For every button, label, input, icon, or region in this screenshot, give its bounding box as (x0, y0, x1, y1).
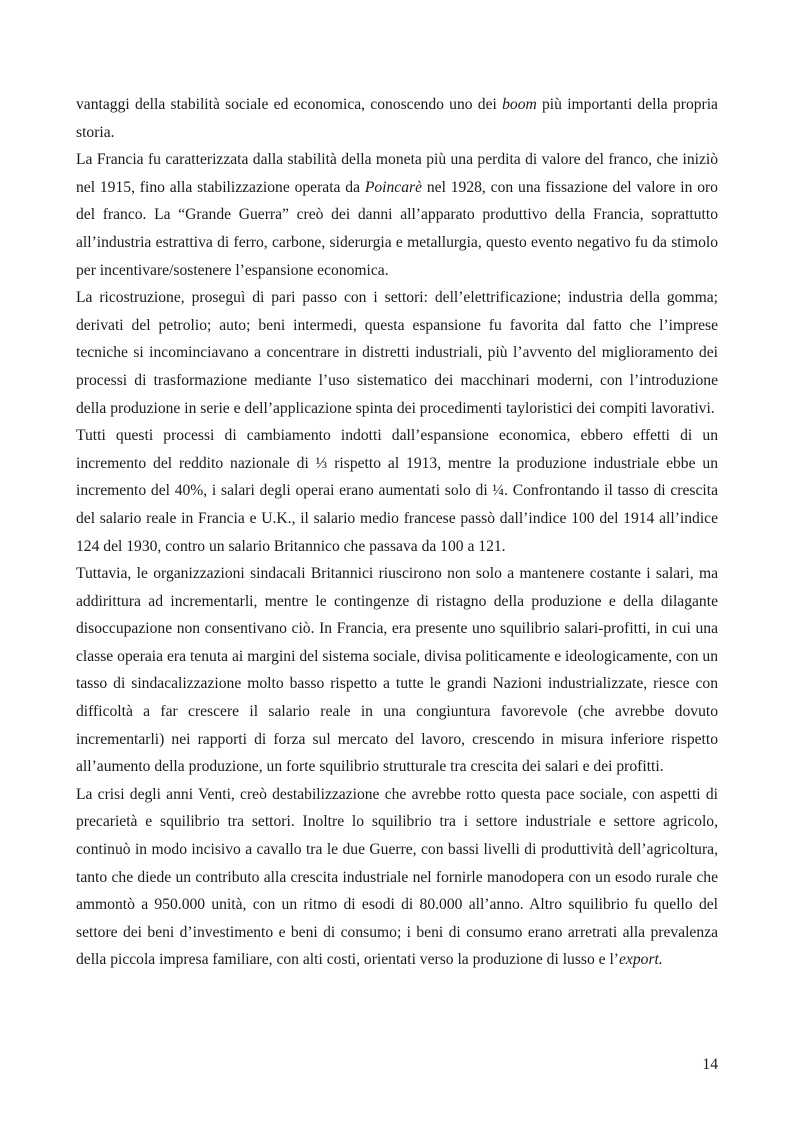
paragraph (76, 560, 718, 781)
paragraph (76, 91, 718, 146)
italic-term: export. (619, 951, 663, 969)
page-number: 14 (702, 1056, 718, 1073)
paragraph (76, 146, 718, 284)
italic-term: Poincarè (364, 178, 423, 196)
text-run: La crisi degli anni Venti, creò destabilizzazione che avrebbe rotto questa pace sociale, con aspetti di precarietà e squilibrio tra settori. Inoltre lo squilibrio tra i settore industriale e settore agricolo, continuò in modo incisivo a cavallo tra le due Guerre, con bassi livelli di produttività dell’agricoltura, tanto che diede un contributo alla crescita industriale nel fornirle manodopera con un esodo rurale che ammontò a 950.000 unità, con un ritmo di esodi di 80.000 all’anno. Altro squilibrio fu quello del settore dei beni d’investimento e beni di consumo; i beni di consumo erano arretrati alla prevalenza della piccola impresa familiare, con alti costi, orientati verso la produzione di lusso e l’ (76, 785, 718, 969)
text-run: vantaggi della stabilità sociale ed economica, conoscendo uno dei (76, 96, 503, 113)
text-run: nel 1928, con una fissazione del valore in oro del franco. La “Grande Guerra” creò dei danni all’apparato produttivo della Francia, soprattutto all’industria estrattiva di ferro, carbone, siderurgia e metallurgia, questo evento negativo fu da stimolo per incentivare/sostenere l’espansione economica. (76, 178, 718, 279)
text-run: Tutti questi processi di cambiamento indotti dall’espansione economica, ebbero effetti di un incremento del reddito nazionale di ⅓ rispetto al 1913, mentre la produzione industriale ebbe un incremento del 40%, i salari degli operai erano aumentati solo di ¼. Confrontando il tasso di crescita del salario reale in Francia e U.K., il salario medio francese passò dall’indice 100 del 1914 all’indice 124 del 1930, contro un salario Britannico che passava da 100 a 121. (76, 427, 718, 555)
paragraph (76, 284, 718, 422)
document-body (76, 91, 718, 974)
text-run: Tuttavia, le organizzazioni sindacali Britannici riuscirono non solo a mantenere costante i salari, ma addirittura ad incrementarli, mentre le contingenze di ristagno della produzione e della dilagante disoccupazione non consentivano ciò. In Francia, era presente uno squilibrio salari-profitti, in cui una classe operaia era tenuta ai margini del sistema sociale, divisa politicamente e ideologicamente, con un tasso di sindacalizzazione molto basso rispetto a tutte le grandi Nazioni industrializzate, riesce con difficoltà a far crescere il salario reale in una congiuntura favorevole (che avrebbe dovuto incrementarli) nei rapporti di forza sul mercato del lavoro, crescendo in misura inferiore rispetto all’aumento della produzione, un forte squilibrio strutturale tra crescita dei salari e dei profitti. (76, 565, 718, 776)
text-run: La Francia fu caratterizzata dalla stabilità della moneta più una perdita di valore del franco, che iniziò nel 1915, fino alla stabilizzazione operata da (76, 151, 718, 196)
paragraph (76, 781, 718, 974)
paragraph (76, 422, 718, 560)
text-run: più importanti della propria storia. (76, 96, 718, 141)
text-run: La ricostruzione, proseguì di pari passo con i settori: dell’elettrificazione; industria della gomma; derivati del petrolio; auto; beni intermedi, questa espansione fu favorita dal fatto che l’imprese tecniche si incominciavano a concentrare in distretti industriali, più l’avvento del miglioramento dei processi di trasformazione mediante l’uso sistematico dei macchinari moderni, con l’introduzione della produzione in serie e dell’applicazione spinta dei procedimenti tayloristici dei compiti lavorativi. (76, 289, 718, 417)
italic-term: boom (502, 96, 537, 113)
